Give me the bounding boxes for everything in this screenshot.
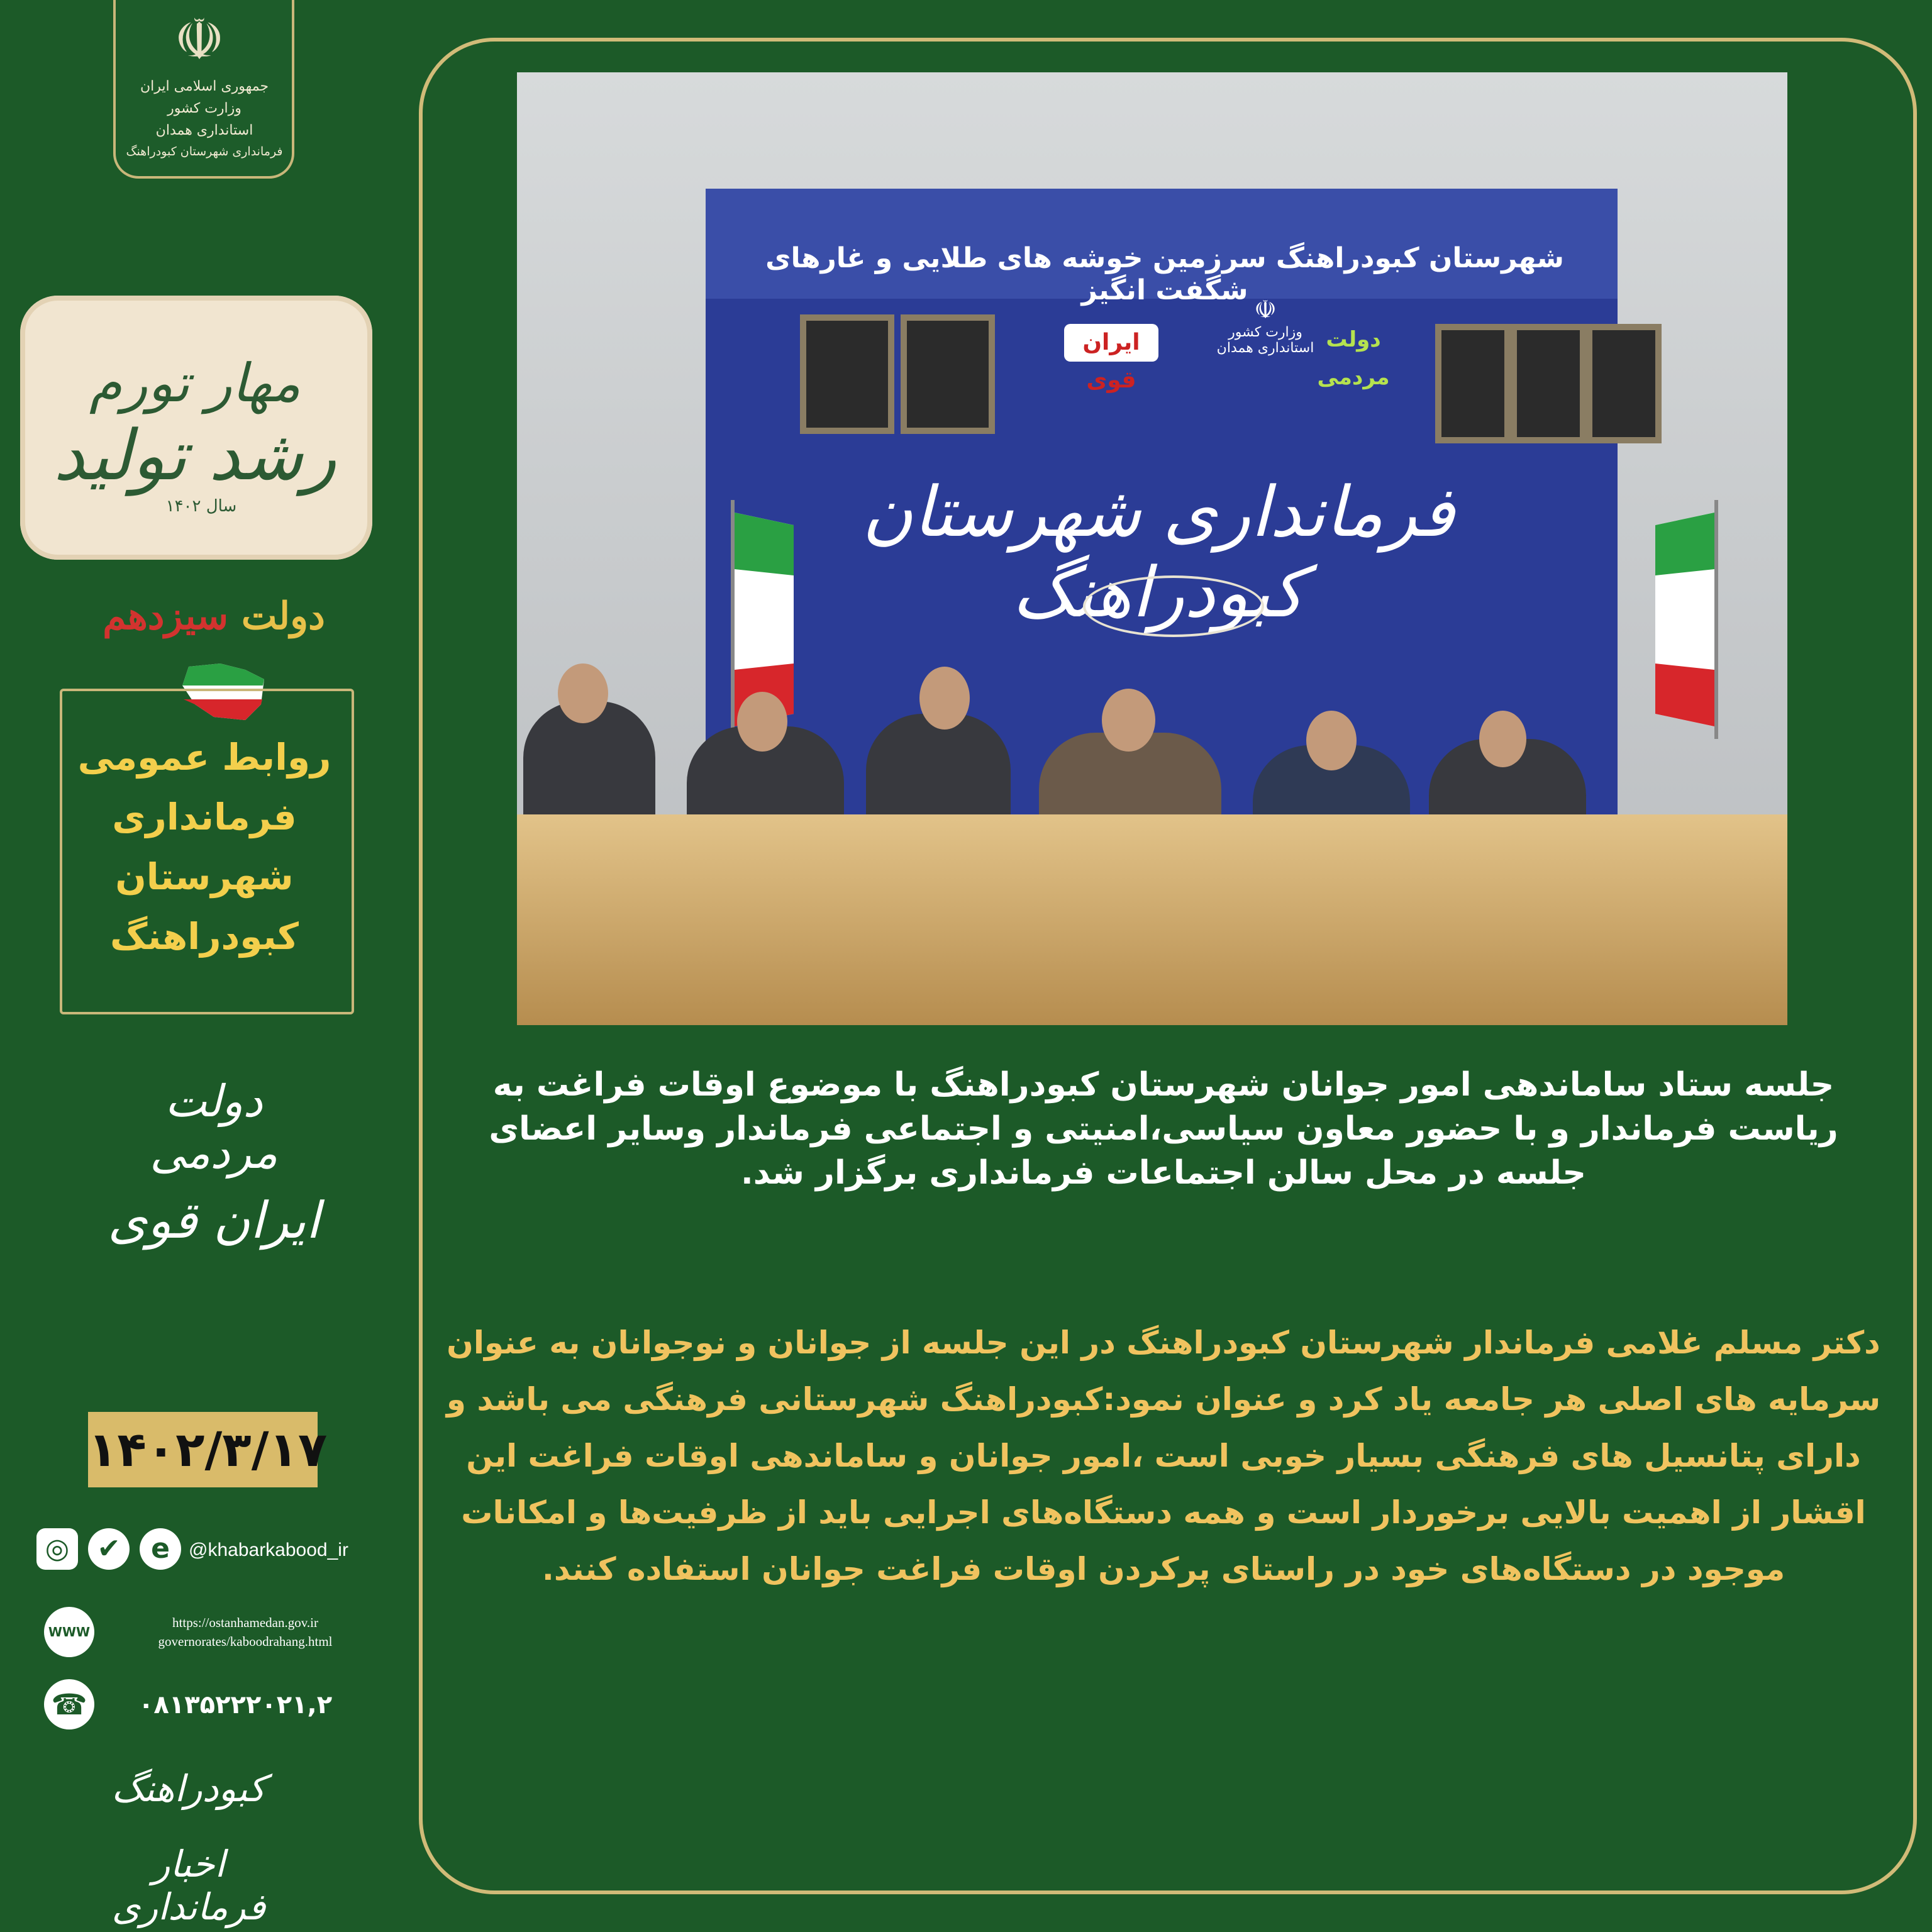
iran-ghavi-logo: ایران قوی bbox=[1064, 324, 1158, 362]
gov-line-1: جمهوری اسلامی ایران bbox=[140, 79, 269, 94]
website-url-line-2[interactable]: governorates/kaboodrahang.html bbox=[158, 1634, 333, 1649]
calligraphy-line-1: دولت مردمی bbox=[150, 1075, 278, 1179]
gov-line-4: فرمانداری شهرستان کبودراهنگ bbox=[126, 145, 283, 158]
pr-line-1: روابط عمومی bbox=[77, 736, 331, 779]
attendee-6-head bbox=[1479, 711, 1526, 767]
dowlat-title bbox=[88, 594, 340, 638]
ministry-line-1: وزارت کشور bbox=[1228, 325, 1302, 340]
telegram-check-icon[interactable]: ✔ bbox=[88, 1528, 130, 1570]
eitaa-icon[interactable]: e bbox=[140, 1528, 181, 1570]
dowlat-mardomi-logo: دولت مردمی bbox=[1317, 327, 1390, 390]
meeting-photo bbox=[517, 72, 1787, 1025]
gov-line-3: استانداری همدان bbox=[155, 123, 253, 138]
attendee-5-head bbox=[1306, 711, 1357, 770]
sizdahom-word: سیزدهم bbox=[103, 594, 228, 638]
banner-title: فرمانداری شهرستان کبودراهنگ bbox=[862, 472, 1455, 633]
portrait-frame-3 bbox=[1435, 324, 1511, 443]
article-paragraph-1: جلسه ستاد ساماندهی امور جوانان شهرستان کبودراهنگ با موضوع اوقات فراغت به ریاست فرماندار و با حضور معاون سیاسی،امنیتی و اجتماعی فرماندار وسایر اعضای جلسه در محل سالن اجتماعات فرمانداری برگزار شد. bbox=[489, 1066, 1838, 1192]
instagram-icon[interactable]: ◎ bbox=[36, 1528, 78, 1570]
signature-line-1: کبودراهنگ bbox=[111, 1767, 266, 1810]
ministry-line-2: استانداری همدان bbox=[1216, 340, 1314, 356]
iran-emblem-icon: ☫ bbox=[174, 7, 225, 73]
pr-line-4: کبودراهنگ bbox=[109, 915, 299, 958]
website-url-line-1[interactable]: https://ostanhamedan.gov.ir bbox=[172, 1615, 318, 1630]
portrait-frame-1 bbox=[800, 314, 894, 434]
attendee-3-head bbox=[919, 667, 970, 730]
pr-line-2: فرمانداری bbox=[112, 796, 297, 838]
slogan-line-2: رشد تولید bbox=[53, 415, 336, 496]
phone-number[interactable]: ۰۸۱۳۵۲۲۲۰۲۱,۲ bbox=[138, 1690, 333, 1719]
www-icon: WWW bbox=[44, 1607, 94, 1657]
phone-icon: ☎ bbox=[44, 1679, 94, 1729]
calligraphy-logo bbox=[94, 1057, 333, 1250]
banner-ornament bbox=[1083, 575, 1264, 637]
social-handle[interactable]: @khabarkabood_ir bbox=[189, 1540, 348, 1560]
portrait-frame-2 bbox=[901, 314, 995, 434]
banner-slogan: شهرستان کبودراهنگ سرزمین خوشه های طلایی و غارهای شگفت انگیز bbox=[765, 242, 1564, 306]
date-text: ۱۴۰۲/۳/۱۷ bbox=[88, 1421, 328, 1477]
sidebar bbox=[0, 0, 415, 1932]
slogan-line-1: مهار تورم bbox=[89, 352, 301, 414]
ministry-emblem-icon: ☫ bbox=[1254, 296, 1277, 325]
attendee-2-head bbox=[737, 692, 787, 752]
article-paragraph-2: دکتر مسلم غلامی فرماندار شهرستان کبودراهنگ در این جلسه از جوانان و نوجوانان به عنوان سرمایه های اصلی هر جامعه یاد کرد و عنوان نمود:کبودراهنگ شهرستانی فرهنگی می باشد و دارای پتانسیل های فرهنگی بسیار خوبی است ،امور جوانان و ساماندهی اوقات فراغت این اقشار از اهمیت بالایی برخوردار است و همه دستگاه‌های اجرایی باید از ظرفیت‌ها و امکانات موجود در دستگاه‌های خود در راستای پرکردن اوقات فراغت جوانان استفاده کنند. bbox=[446, 1324, 1881, 1587]
dowlat-word: دولت bbox=[241, 594, 325, 638]
meeting-table bbox=[517, 814, 1787, 1025]
portrait-frame-5 bbox=[1586, 324, 1662, 443]
ministry-logo bbox=[1215, 296, 1316, 421]
attendee-4-head bbox=[1102, 689, 1155, 752]
signature-line-2: اخبار فرمانداری bbox=[111, 1843, 266, 1928]
attendee-1-head bbox=[558, 663, 608, 723]
gov-line-2: وزارت کشور bbox=[167, 101, 242, 116]
portrait-frame-4 bbox=[1511, 324, 1586, 443]
pr-line-3: شهرستان bbox=[115, 855, 294, 898]
slogan-year: سال ۱۴۰۲ bbox=[165, 497, 237, 516]
iran-flag-right bbox=[1649, 500, 1718, 739]
calligraphy-line-2: ایران قوی bbox=[108, 1191, 320, 1250]
